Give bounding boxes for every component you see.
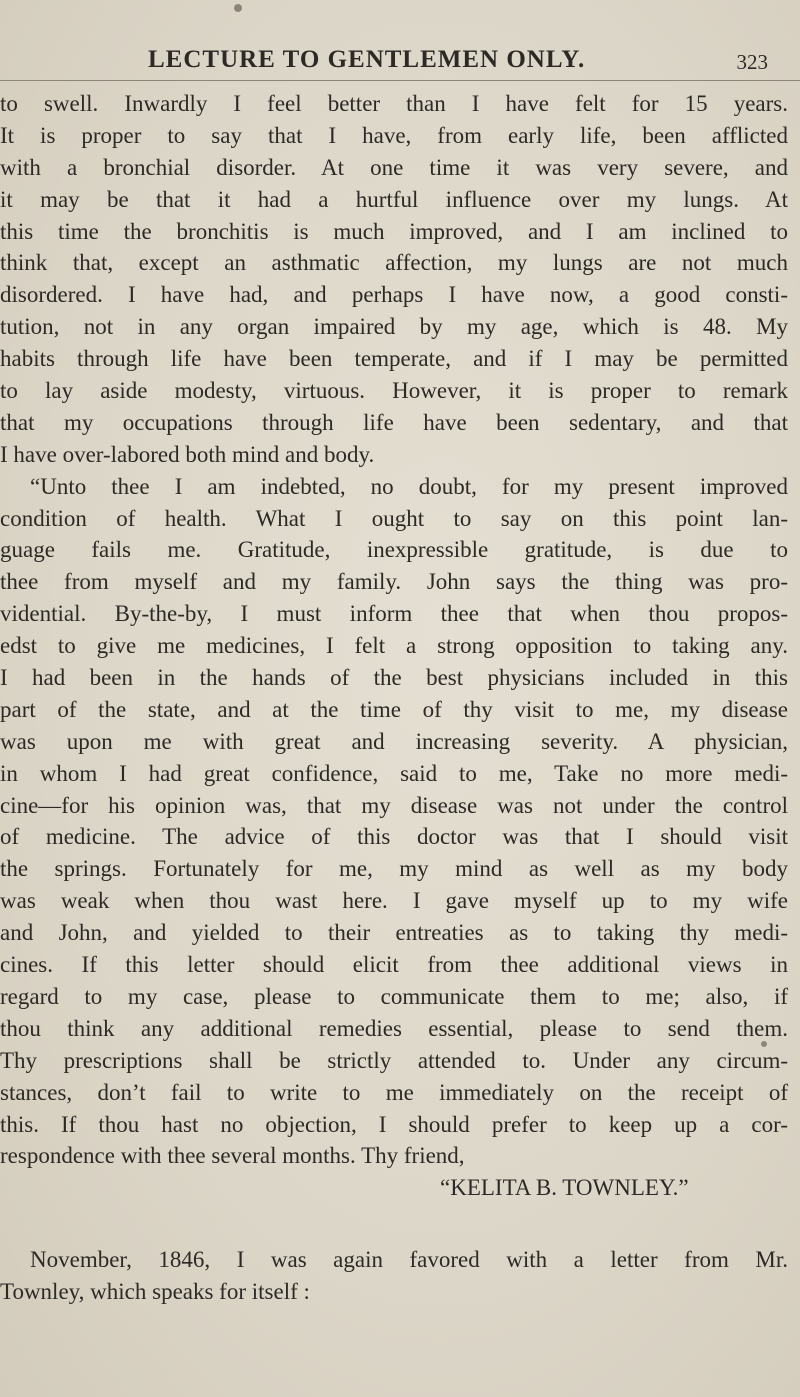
paragraph-gap [0,1204,800,1244]
text-line: of medicine. The advice of this doctor was that I should visit [0,824,788,850]
text-line: thou think any additional remedies essential, please to send them. [0,1015,788,1041]
text-line: with a bronchial disorder. At one time it was very severe, and [0,154,788,180]
text-line: “Unto thee I am indebted, no doubt, for my present improved [30,473,788,499]
text-line: stances, don’t fail to write to me immediately on the receipt of [0,1079,788,1105]
text-line: Thy prescriptions shall be strictly attended to. Under any circum- [0,1047,788,1073]
text-line: to lay aside modesty, virtuous. However, it is proper to remark [0,378,788,404]
text-line: respondence with thee several months. Thy friend, [0,1143,465,1169]
text-line: think that, except an asthmatic affection, my lungs are not much [0,250,788,276]
running-head [148,44,768,80]
text-line: was weak when thou wast here. I gave myself up to my wife [0,888,788,914]
letter-text [0,88,800,1308]
text-line: cine—for his opinion was, that my disease was not under the control [0,792,788,818]
text-line: November, 1846, I was again favored with a letter from Mr. [30,1247,788,1273]
header-rule [0,80,800,81]
text-line: regard to my case, please to communicate them to me; also, if [0,983,788,1009]
text-line: to swell. Inwardly I feel better than I have felt for 15 years. [0,91,788,116]
text-line: guage fails me. Gratitude, inexpressible gratitude, is due to [0,537,788,563]
text-line: the springs. Fortunately for me, my mind as well as my body [0,856,788,882]
text-line: I had been in the hands of the best physicians included in this [0,665,788,691]
text-line: in whom I had great confidence, said to me, Take no more medi- [0,760,788,786]
text-line: I have over-labored both mind and body. [0,441,375,467]
text-line: condition of health. What I ought to say on this point lan- [0,505,788,531]
text-line: this. If thou hast no objection, I should prefer to keep up a cor- [0,1111,788,1137]
text-line: it may be that it had a hurtful influence over my lungs. At [0,186,788,212]
text-line: that my occupations through life have been sedentary, and that [0,409,788,435]
text-line: Townley, which speaks for itself : [0,1279,310,1305]
text-line: was upon me with great and increasing severity. A physician, [0,728,788,754]
paper-blemish [761,1041,767,1047]
text-line: cines. If this letter should elicit from thee additional views in [0,952,788,978]
text-line: habits through life have been temperate, and if I may be permitted [0,346,788,372]
text-line: tution, not in any organ impaired by my age, which is 48. My [0,314,788,340]
text-line: vidential. By-the-by, I must inform thee that when thou propos- [0,601,788,627]
page-number: 323 [736,50,768,74]
text-line: thee from myself and my family. John says the thing was pro- [0,569,788,595]
running-title: LECTURE TO GENTLEMEN ONLY. [148,46,586,73]
signature: “KELITA B. TOWNLEY.” [440,1175,689,1201]
text-line: edst to give me medicines, I felt a strong opposition to taking any. [0,633,788,659]
paper-blemish [234,4,242,12]
text-line: and John, and yielded to their entreaties as to taking thy medi- [0,920,788,946]
text-line: this time the bronchitis is much improved, and I am inclined to [0,218,788,244]
text-line: disordered. I have had, and perhaps I have now, a good consti- [0,282,788,308]
text-line: part of the state, and at the time of thy visit to me, my disease [0,696,788,722]
text-line: It is proper to say that I have, from early life, been afflicted [0,122,788,148]
